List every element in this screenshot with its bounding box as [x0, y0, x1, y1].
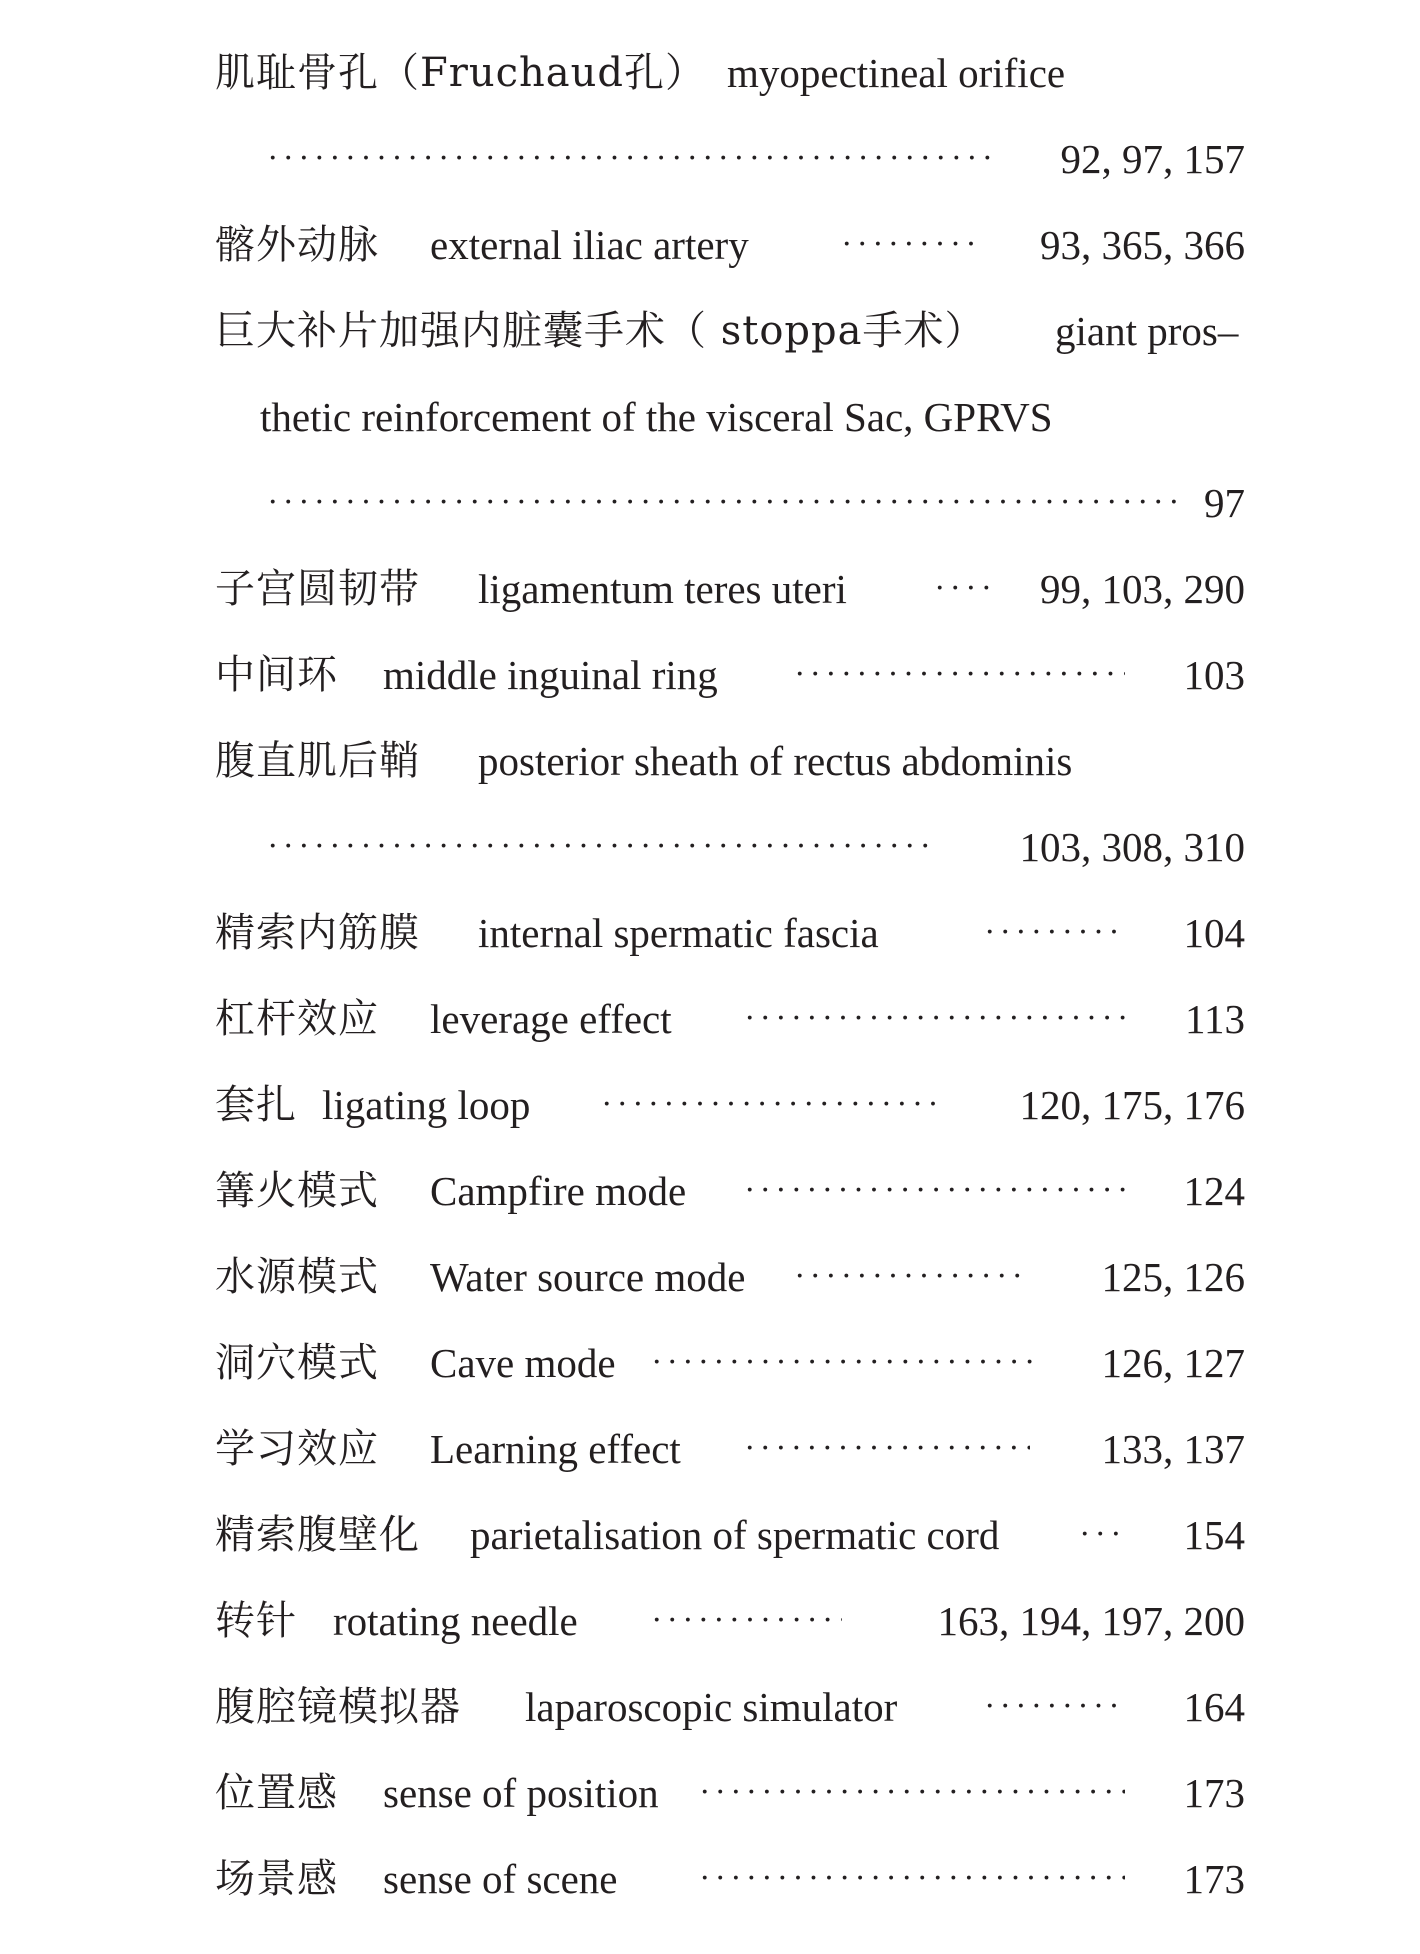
leader-dots: [795, 1234, 1030, 1320]
entry-term-zh: 腹腔镜模拟器: [215, 1684, 461, 1730]
leader-dots: [745, 976, 1125, 1062]
entry-pages: 92, 97, 157: [1060, 136, 1245, 182]
entry-term-en: middle inguinal ring: [383, 652, 718, 698]
index-entry: [0, 288, 1420, 374]
entry-term-en: rotating needle: [333, 1598, 578, 1644]
entry-term-zh: 杠杆效应: [215, 996, 379, 1042]
index-entry: [0, 1750, 1420, 1836]
entry-term-en: Learning effect: [430, 1426, 681, 1472]
entry-term-zh: 转针: [215, 1598, 297, 1644]
index-entry: [0, 1320, 1420, 1406]
entry-term-zh: 子宫圆韧带: [215, 566, 420, 612]
entry-pages: 125, 126: [1101, 1254, 1245, 1300]
entry-pages: 164: [1183, 1684, 1245, 1730]
leader-dots: [652, 1320, 1032, 1406]
leader-dots: [795, 632, 1125, 718]
entry-term-en: ligamentum teres uteri: [478, 566, 847, 612]
index-entry: [0, 632, 1420, 718]
index-entry: [0, 202, 1420, 288]
leader-dots: [1080, 1492, 1125, 1578]
leader-dots: [700, 1750, 1125, 1836]
index-entry: [0, 1406, 1420, 1492]
leader-dots: [935, 546, 990, 632]
index-entry: [0, 1062, 1420, 1148]
leader-dots: [602, 1062, 942, 1148]
index-entry: [0, 546, 1420, 632]
entry-pages: 154: [1183, 1512, 1245, 1558]
entry-term-zh: 洞穴模式: [215, 1340, 379, 1386]
index-entry-continuation: [0, 460, 1420, 546]
index-entry: [0, 1578, 1420, 1664]
entry-term-zh: 学习效应: [215, 1426, 379, 1472]
leader-dots: [745, 1148, 1125, 1234]
entry-term-en: Campfire mode: [430, 1168, 687, 1214]
entry-pages: 103, 308, 310: [1019, 824, 1245, 870]
entry-pages: 163, 194, 197, 200: [937, 1598, 1245, 1644]
entry-term-zh: 中间环: [215, 652, 338, 698]
leader-dots: [985, 1664, 1125, 1750]
entry-pages: 120, 175, 176: [1019, 1082, 1245, 1128]
index-entry-continuation: [0, 116, 1420, 202]
entry-term-zh: 水源模式: [215, 1254, 379, 1300]
index-entry: [0, 718, 1420, 804]
entry-pages: 173: [1183, 1770, 1245, 1816]
entry-term-en: laparoscopic simulator: [525, 1684, 898, 1730]
index-entry: [0, 1836, 1420, 1922]
entry-pages: 133, 137: [1101, 1426, 1245, 1472]
index-entry-continuation: [0, 804, 1420, 890]
entry-term-zh: 巨大补片加强内脏囊手术（ stoppa手术）: [215, 308, 986, 354]
entry-pages: 99, 103, 290: [1040, 566, 1245, 612]
entry-term-zh: 套扎: [215, 1082, 297, 1128]
entry-term-en: myopectineal orifice: [727, 50, 1066, 96]
entry-term-zh: 场景感: [215, 1856, 338, 1902]
entry-term-zh: 位置感: [215, 1770, 338, 1816]
leader-dots: [985, 890, 1125, 976]
leader-dots: [268, 460, 1178, 546]
index-entry: [0, 1664, 1420, 1750]
entry-term-en: external iliac artery: [430, 222, 749, 268]
leader-dots: [268, 116, 990, 202]
entry-term-zh: 篝火模式: [215, 1168, 379, 1214]
entry-term-en: posterior sheath of rectus abdominis: [478, 738, 1073, 784]
entry-pages: 113: [1185, 996, 1245, 1042]
entry-term-en: sense of scene: [383, 1856, 618, 1902]
entry-term-en: Water source mode: [430, 1254, 746, 1300]
entry-term-en: leverage effect: [430, 996, 672, 1042]
leader-dots: [745, 1406, 1030, 1492]
entry-pages: 103: [1183, 652, 1245, 698]
entry-term-zh: 肌耻骨孔（Fruchaud孔）: [215, 50, 707, 96]
entry-term-zh: 髂外动脉: [215, 222, 379, 268]
entry-term-zh: 腹直肌后鞘: [215, 738, 420, 784]
entry-pages: 93, 365, 366: [1040, 222, 1245, 268]
entry-term-en: sense of position: [383, 1770, 659, 1816]
entry-term-en-continued: thetic reinforcement of the visceral Sac, GPRVS: [260, 394, 1053, 440]
entry-term-zh: 精索腹壁化: [215, 1512, 420, 1558]
entry-pages: 104: [1183, 910, 1245, 956]
leader-dots: [700, 1836, 1125, 1922]
entry-term-en: parietalisation of spermatic cord: [470, 1512, 1000, 1558]
leader-dots: [652, 1578, 842, 1664]
entry-term-en: giant pros–: [1055, 308, 1239, 354]
leader-dots: [842, 202, 982, 288]
index-entry: [0, 1234, 1420, 1320]
entry-pages: 97: [1204, 480, 1245, 526]
entry-term-en: Cave mode: [430, 1340, 616, 1386]
index-entry: [0, 1148, 1420, 1234]
entry-pages: 124: [1183, 1168, 1245, 1214]
index-entry: [0, 1492, 1420, 1578]
index-entry-continuation: [0, 374, 1420, 460]
entry-pages: 173: [1183, 1856, 1245, 1902]
index-entry: [0, 976, 1420, 1062]
entry-term-en: internal spermatic fascia: [478, 910, 879, 956]
leader-dots: [268, 804, 938, 890]
entry-term-en: ligating loop: [322, 1082, 531, 1128]
index-entry: [0, 30, 1420, 116]
entry-pages: 126, 127: [1101, 1340, 1245, 1386]
index-entry: [0, 890, 1420, 976]
entry-term-zh: 精索内筋膜: [215, 910, 420, 956]
